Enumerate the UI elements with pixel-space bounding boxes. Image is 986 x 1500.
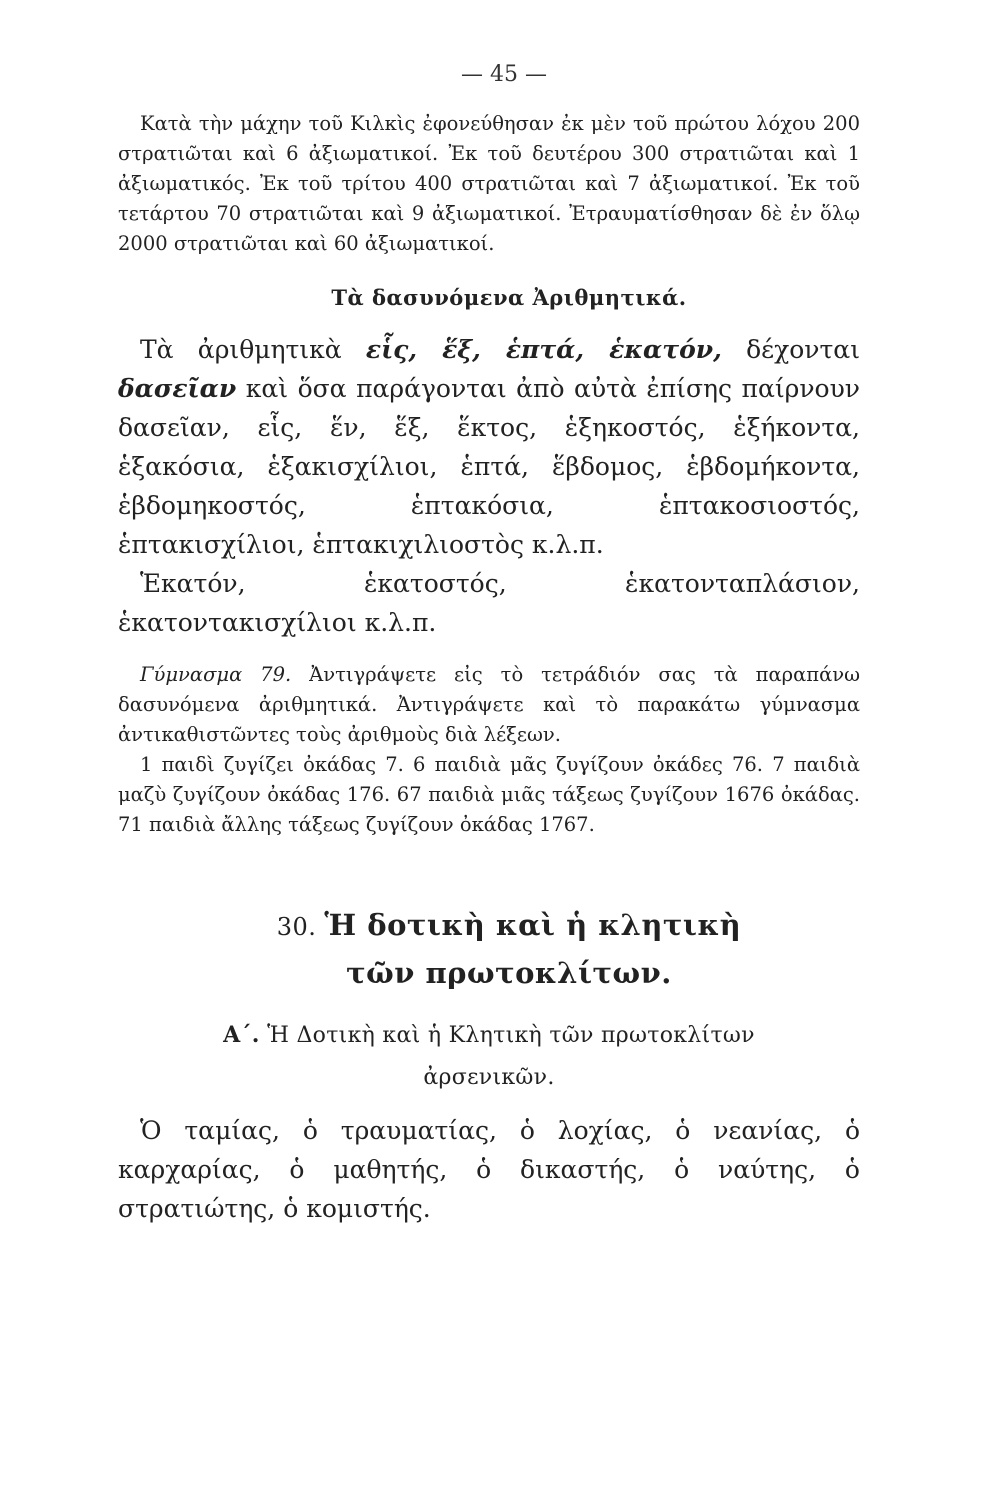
exercise-label: Γύμνασμα 79. bbox=[140, 663, 292, 686]
page-number: — 45 — bbox=[461, 62, 547, 87]
subheading-aspirated-numerals: Τὰ δασυνόμενα Ἀριθμητικά. bbox=[331, 285, 687, 310]
subsection-title-line1: Ἡ Δοτικὴ καὶ ἡ Κλητικὴ τῶν πρωτοκλίτων bbox=[267, 1023, 755, 1048]
rule-words: εἷς, ἕξ, ἑπτά, ἑκατόν, bbox=[365, 335, 722, 364]
section-number: 30. bbox=[276, 913, 317, 941]
intro-paragraph: Κατὰ τὴν μάχην τοῦ Κιλκὶς ἐφονεύθησαν ἐκ μὲν τοῦ πρώτου λόχου 200 στρατιῶται καὶ 6 ἀξιωματικοί. Ἐκ τοῦ δευτέρου 300 στρατιῶται καὶ 1 ἀξιωματικός. Ἐκ τοῦ τρίτου 400 στρατιῶται καὶ 7 ἀξιωματικοί. Ἐκ τοῦ τετάρτου 70 στρατιῶται καὶ 9 ἀξιωματικοί. Ἐτραυματίσθησαν δὲ ἐν ὅλῳ 2000 στρατιῶται καὶ 60 ἀξιωματικοί. bbox=[118, 112, 860, 255]
exercise-items: 1 παιδὶ ζυγίζει ὀκάδας 7. 6 παιδιὰ μᾶς ζυγίζουν ὀκάδες 76. 7 παιδιὰ μαζὺ ζυγίζουν ὀκάδας 176. 67 παιδιὰ μιᾶς τάξεως ζυγίζουν 1676 ὀκάδας. 71 παιδιὰ ἄλλης τάξεως ζυγίζουν ὀκάδας 1767. bbox=[118, 753, 860, 836]
rule-paragraph-2: Ἑκατόν, ἑκατοστός, ἑκατονταπλάσιον, ἑκατοντακισχίλιοι κ.λ.π. bbox=[118, 569, 860, 637]
section-title-line2: τῶν πρωτοκλίτων. bbox=[346, 956, 672, 990]
subsection-title-line2: ἀρσενικῶν. bbox=[423, 1065, 555, 1090]
section-title-line1: Ἡ δοτικὴ καὶ ἡ κλητικὴ bbox=[324, 908, 742, 942]
rule-verb: δέχονται bbox=[746, 335, 860, 364]
rule-emphasis: δασεῖαν bbox=[118, 374, 237, 403]
exercise-paragraph bbox=[118, 660, 860, 750]
final-paragraph: Ὁ ταμίας, ὁ τραυματίας, ὁ λοχίας, ὁ νεανίας, ὁ καρχαρίας, ὁ μαθητής, ὁ δικαστής, ὁ ναύτης, ὁ στρατιώτης, ὁ κομιστής. bbox=[118, 1116, 860, 1223]
subsection-title bbox=[118, 1014, 860, 1099]
subsection-label: Α΄. bbox=[223, 1022, 260, 1048]
exercise-text: Ἀντιγράψετε εἰς τὸ τετράδιόν σας τὰ παραπάνω δασυνόμενα ἀριθμητικά. Ἀντιγράψετε καὶ τὸ παρακάτω γύμνασμα ἀντικαθιστῶντες τοὺς ἀριθμοὺς διὰ λέξεων. bbox=[118, 663, 860, 746]
rule-rest: καὶ ὅσα παράγονται ἀπὸ αὐτὰ ἐπίσης παίρνουν δασεῖαν, εἷς, ἕν, ἕξ, ἕκτος, ἑξηκοστός, ἑξήκοντα, ἑξακόσια, ἑξακισχίλιοι, ἑπτά, ἕβδομος, ἑβδομήκοντα, ἑβδομηκοστός, ἑπτακόσια, ἑπτακοσιοστός, ἑπτακισχίλιοι, ἑπτακιχιλιοστὸς κ.λ.π. bbox=[118, 374, 860, 559]
section-title bbox=[158, 902, 860, 996]
rule-paragraph bbox=[118, 330, 860, 564]
rule-lead: Τὰ ἀριθμητικὰ bbox=[140, 335, 342, 364]
